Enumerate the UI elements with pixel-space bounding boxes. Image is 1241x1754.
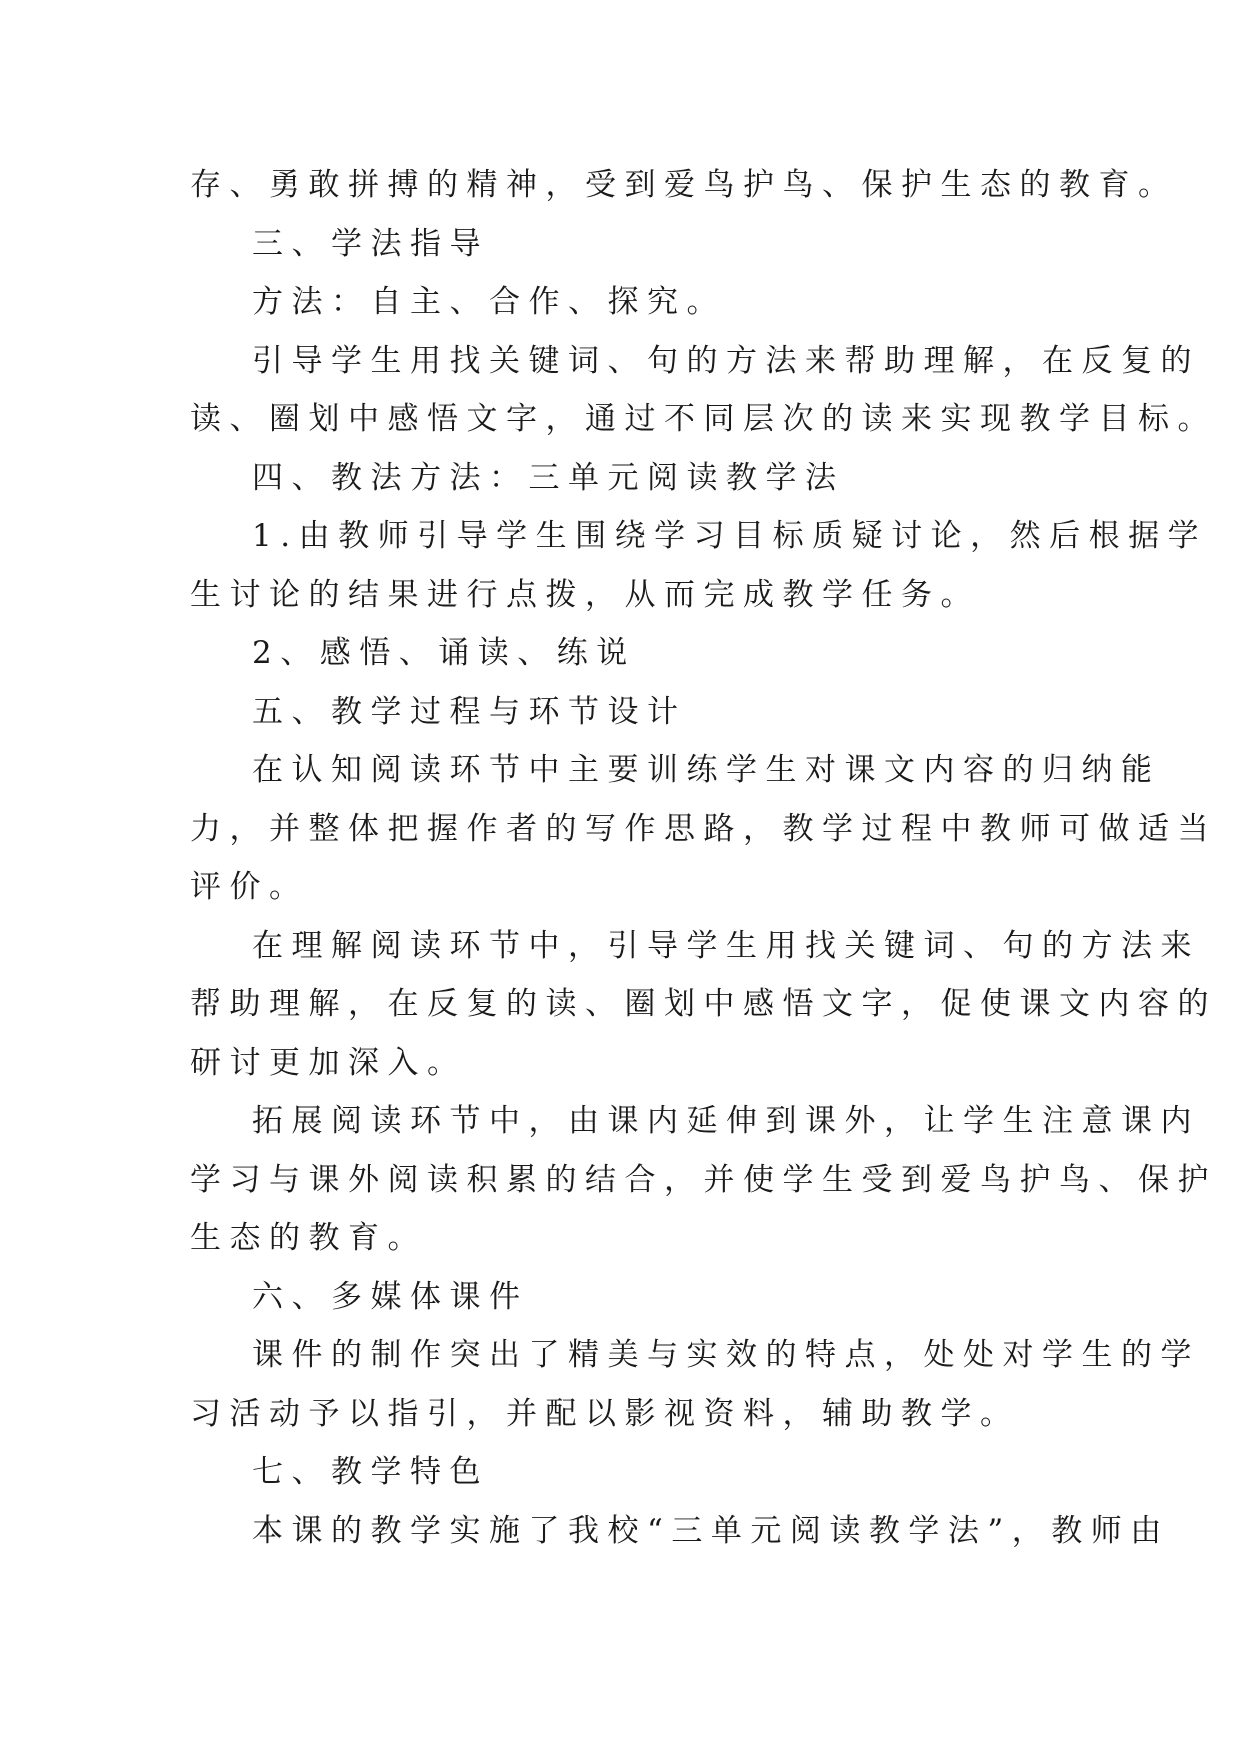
text-line: 在认知阅读环节中主要训练学生对课文内容的归纳能 [252, 752, 1161, 788]
text-line: 方法：自主、合作、探究。 [252, 284, 726, 320]
text-line: 力，并整体把握作者的写作思路，教学过程中教师可做适当 [190, 810, 1217, 847]
section-heading-5: 五、教学过程与环节设计 [252, 693, 687, 730]
text-line: 读、圈划中感悟文字，通过不同层次的读来实现教学目标。 [190, 401, 1217, 437]
section-heading-3: 三、学法指导 [252, 225, 489, 262]
text-line: 存、勇敢拼搏的精神，受到爱鸟护鸟、保护生态的教育。 [190, 167, 1178, 203]
section-heading-4: 四、教法方法：三单元阅读教学法 [252, 459, 845, 496]
text-line: 2、感悟、诵读、练说 [252, 635, 636, 671]
text-line: 研讨更加深入。 [190, 1044, 467, 1081]
text-line: 评价。 [190, 869, 309, 905]
text-line: 拓展阅读环节中，由课内延伸到课外，让学生注意课内 [252, 1103, 1200, 1139]
section-heading-7: 七、教学特色 [252, 1454, 489, 1490]
text-line: 生态的教育。 [190, 1220, 427, 1256]
document-body [190, 156, 1217, 1560]
text-line: 1.由教师引导学生围绕学习目标质疑讨论，然后根据学 [252, 518, 1208, 554]
text-line: 引导学生用找关键词、句的方法来帮助理解，在反复的 [252, 342, 1200, 379]
text-line: 课件的制作突出了精美与实效的特点，处处对学生的学 [252, 1337, 1200, 1373]
text-line: 生讨论的结果进行点拨，从而完成教学任务。 [190, 576, 980, 613]
text-line: 帮助理解，在反复的读、圈划中感悟文字，促使课文内容的 [190, 986, 1217, 1022]
text-line: 学习与课外阅读积累的结合，并使学生受到爱鸟护鸟、保护 [190, 1161, 1217, 1198]
text-line: 在理解阅读环节中，引导学生用找关键词、句的方法来 [252, 927, 1200, 964]
section-heading-6: 六、多媒体课件 [252, 1278, 529, 1315]
text-line: 本课的教学实施了我校“三单元阅读教学法”，教师由 [252, 1512, 1170, 1549]
text-line: 习活动予以指引，并配以影视资料，辅助教学。 [190, 1395, 1020, 1432]
